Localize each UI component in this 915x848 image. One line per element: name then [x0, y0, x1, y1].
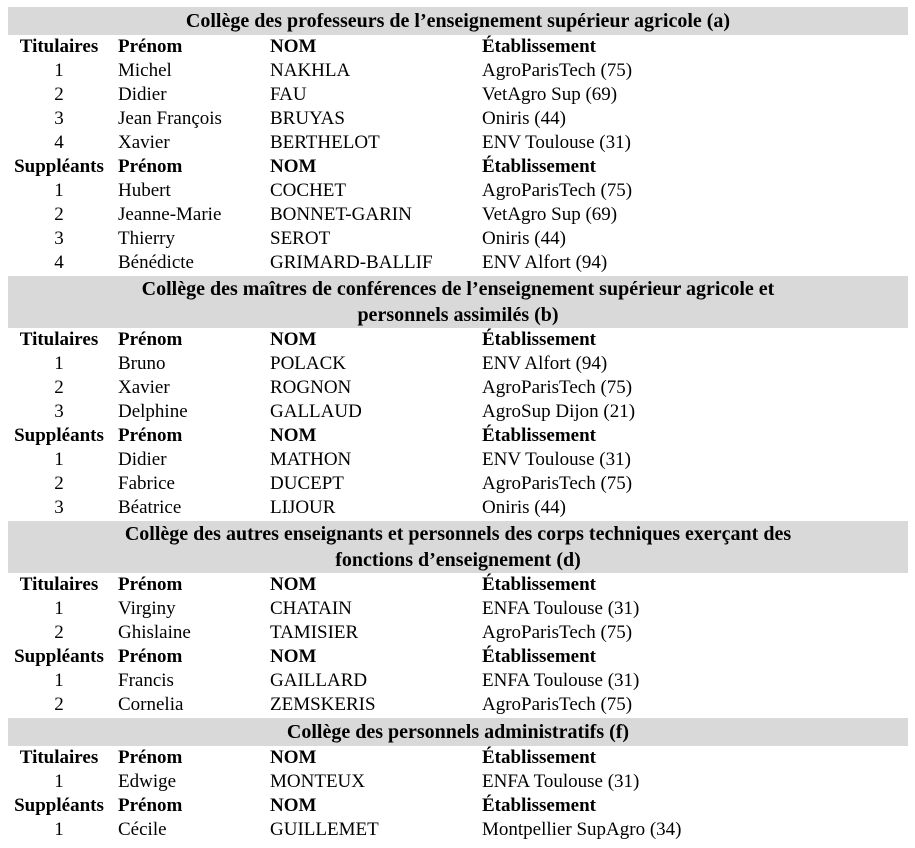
- row-number: 1: [54, 60, 64, 81]
- column-header-row: [8, 794, 908, 818]
- etablissement-cell: ENV Toulouse (31): [482, 449, 631, 470]
- prenom-cell: Francis: [118, 670, 174, 691]
- table-row: [8, 400, 908, 424]
- etablissement-cell: AgroParisTech (75): [482, 694, 633, 715]
- table-row: [8, 131, 908, 155]
- etablissement-cell: AgroParisTech (75): [482, 60, 633, 81]
- table-row: [8, 251, 908, 275]
- nom-cell: ROGNON: [270, 377, 352, 398]
- prenom-cell: Cécile: [118, 819, 167, 840]
- etablissement-cell: AgroParisTech (75): [482, 377, 633, 398]
- nom-cell: GAILLARD: [270, 670, 368, 691]
- nom-cell: MATHON: [270, 449, 352, 470]
- nom-cell: SEROT: [270, 228, 331, 249]
- table-row: [8, 203, 908, 227]
- table-row: [8, 107, 908, 131]
- nom-cell: BERTHELOT: [270, 132, 380, 153]
- nom-header: NOM: [270, 795, 317, 816]
- nom-cell: POLACK: [270, 353, 347, 374]
- college-d-title: [8, 520, 908, 573]
- column-header-row: [8, 155, 908, 179]
- college-b-title: [8, 275, 908, 328]
- nom-cell: NAKHLA: [270, 60, 351, 81]
- prenom-header: Prénom: [118, 747, 183, 768]
- etablissement-cell: ENFA Toulouse (31): [482, 670, 640, 691]
- etablissement-header: Établissement: [482, 747, 596, 768]
- table-row: [8, 597, 908, 621]
- nom-header: NOM: [270, 36, 317, 57]
- nom-cell: BRUYAS: [270, 108, 345, 129]
- row-number: 2: [54, 84, 64, 105]
- college-a-title: Collège des professeurs de l’enseignement supérieur agricole (a): [8, 6, 908, 35]
- etablissement-cell: Oniris (44): [482, 497, 566, 518]
- nom-header: NOM: [270, 156, 317, 177]
- row-number: 1: [54, 449, 64, 470]
- etablissement-cell: ENV Toulouse (31): [482, 132, 631, 153]
- etablissement-cell: ENV Alfort (94): [482, 353, 608, 374]
- table-row: [8, 770, 908, 794]
- column-header-row: [8, 424, 908, 448]
- titulaires-label: Titulaires: [19, 36, 99, 57]
- row-number: 2: [54, 377, 64, 398]
- etablissement-cell: Oniris (44): [482, 228, 566, 249]
- row-number: 2: [54, 204, 64, 225]
- row-number: 1: [54, 670, 64, 691]
- prenom-cell: Bénédicte: [118, 252, 194, 273]
- row-number: 3: [54, 497, 64, 518]
- row-number: 3: [54, 228, 64, 249]
- row-number: 3: [54, 401, 64, 422]
- prenom-cell: Edwige: [118, 771, 177, 792]
- college-d-title-line1: Collège des autres enseignants et personnels des corps techniques exerçant des: [124, 523, 792, 545]
- prenom-cell: Jeanne-Marie: [118, 204, 222, 225]
- prenom-cell: Didier: [118, 449, 167, 470]
- college-f-title: Collège des personnels administratifs (f): [8, 717, 908, 746]
- table-row: [8, 227, 908, 251]
- etablissement-header: Établissement: [482, 574, 596, 595]
- college-b-title-line2: personnels assimilés (b): [357, 304, 559, 326]
- row-number: 1: [54, 353, 64, 374]
- etablissement-cell: AgroParisTech (75): [482, 180, 633, 201]
- suppleants-label: Suppléants: [14, 795, 104, 816]
- etablissement-cell: AgroParisTech (75): [482, 473, 633, 494]
- titulaires-label: Titulaires: [19, 329, 99, 350]
- nom-cell: TAMISIER: [270, 622, 359, 643]
- nom-cell: BONNET-GARIN: [270, 204, 412, 225]
- etablissement-header: Établissement: [482, 329, 596, 350]
- etablissement-cell: Oniris (44): [482, 108, 566, 129]
- prenom-cell: Hubert: [118, 180, 171, 201]
- table-row: [8, 669, 908, 693]
- etablissement-cell: VetAgro Sup (69): [482, 84, 618, 105]
- prenom-header: Prénom: [118, 574, 183, 595]
- table-row: [8, 693, 908, 717]
- column-header-row: [8, 573, 908, 597]
- row-number: 1: [54, 819, 64, 840]
- row-number: 4: [54, 252, 64, 273]
- etablissement-cell: VetAgro Sup (69): [482, 204, 618, 225]
- etablissement-header: Établissement: [482, 36, 596, 57]
- suppleants-label: Suppléants: [14, 646, 104, 667]
- column-header-row: [8, 35, 908, 59]
- nom-cell: MONTEUX: [270, 771, 365, 792]
- table-row: [8, 376, 908, 400]
- nom-cell: FAU: [270, 84, 307, 105]
- prenom-header: Prénom: [118, 36, 183, 57]
- members-table: [8, 6, 908, 842]
- column-header-row: [8, 328, 908, 352]
- table-row: [8, 352, 908, 376]
- prenom-cell: Cornelia: [118, 694, 184, 715]
- suppleants-label: Suppléants: [14, 425, 104, 446]
- prenom-header: Prénom: [118, 646, 183, 667]
- etablissement-cell: AgroSup Dijon (21): [482, 401, 636, 422]
- table-row: [8, 59, 908, 83]
- prenom-cell: Virginy: [118, 598, 176, 619]
- prenom-header: Prénom: [118, 425, 183, 446]
- column-header-row: [8, 746, 908, 770]
- prenom-header: Prénom: [118, 329, 183, 350]
- table-row: [8, 472, 908, 496]
- table-row: [8, 179, 908, 203]
- table-row: [8, 621, 908, 645]
- prenom-header: Prénom: [118, 156, 183, 177]
- row-number: 4: [54, 132, 64, 153]
- etablissement-header: Établissement: [482, 156, 596, 177]
- prenom-cell: Ghislaine: [118, 622, 191, 643]
- nom-cell: GRIMARD-BALLIF: [270, 252, 433, 273]
- nom-cell: GUILLEMET: [270, 819, 379, 840]
- titulaires-label: Titulaires: [19, 574, 99, 595]
- prenom-cell: Michel: [118, 60, 172, 81]
- nom-header: NOM: [270, 646, 317, 667]
- prenom-cell: Fabrice: [118, 473, 175, 494]
- prenom-cell: Xavier: [118, 377, 170, 398]
- table-row: [8, 448, 908, 472]
- table-row: [8, 818, 908, 842]
- row-number: 1: [54, 771, 64, 792]
- etablissement-header: Établissement: [482, 646, 596, 667]
- prenom-cell: Didier: [118, 84, 167, 105]
- row-number: 1: [54, 598, 64, 619]
- etablissement-cell: ENFA Toulouse (31): [482, 598, 640, 619]
- suppleants-label: Suppléants: [14, 156, 104, 177]
- nom-cell: ZEMSKERIS: [270, 694, 376, 715]
- prenom-cell: Xavier: [118, 132, 170, 153]
- prenom-cell: Delphine: [118, 401, 188, 422]
- row-number: 2: [54, 622, 64, 643]
- nom-cell: DUCEPT: [270, 473, 344, 494]
- nom-header: NOM: [270, 425, 317, 446]
- prenom-cell: Jean François: [118, 108, 222, 129]
- column-header-row: [8, 645, 908, 669]
- nom-cell: CHATAIN: [270, 598, 352, 619]
- titulaires-label: Titulaires: [19, 747, 99, 768]
- row-number: 3: [54, 108, 64, 129]
- etablissement-cell: Montpellier SupAgro (34): [482, 819, 682, 840]
- etablissement-cell: ENV Alfort (94): [482, 252, 608, 273]
- etablissement-header: Établissement: [482, 795, 596, 816]
- college-b-title-line1: Collège des maîtres de conférences de l’enseignement supérieur agricole et: [141, 278, 775, 300]
- prenom-cell: Bruno: [118, 353, 166, 374]
- college-d-title-line2: fonctions d’enseignement (d): [335, 549, 581, 571]
- nom-header: NOM: [270, 574, 317, 595]
- prenom-cell: Béatrice: [118, 497, 182, 518]
- nom-header: NOM: [270, 747, 317, 768]
- row-number: 2: [54, 694, 64, 715]
- nom-cell: LIJOUR: [270, 497, 336, 518]
- nom-header: NOM: [270, 329, 317, 350]
- row-number: 1: [54, 180, 64, 201]
- nom-cell: COCHET: [270, 180, 346, 201]
- prenom-header: Prénom: [118, 795, 183, 816]
- row-number: 2: [54, 473, 64, 494]
- table-row: [8, 496, 908, 520]
- nom-cell: GALLAUD: [270, 401, 362, 422]
- etablissement-header: Établissement: [482, 425, 596, 446]
- etablissement-cell: AgroParisTech (75): [482, 622, 633, 643]
- prenom-cell: Thierry: [118, 228, 175, 249]
- etablissement-cell: ENFA Toulouse (31): [482, 771, 640, 792]
- table-row: [8, 83, 908, 107]
